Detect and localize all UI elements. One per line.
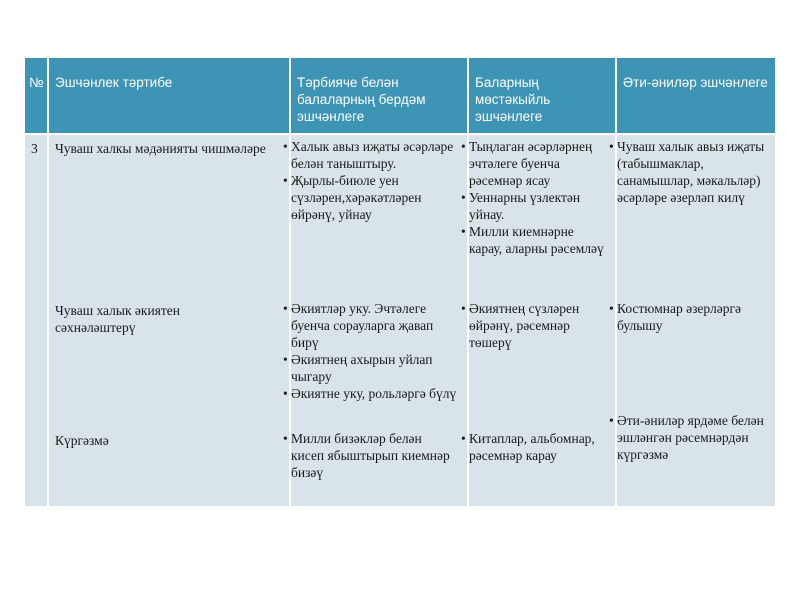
teacher-list [283,138,458,223]
header-divider [25,133,775,135]
list-item: • Җырлы-биюле уен сүзләрен,хәрәкәтләрен өйрәнү, уйнау [283,172,458,223]
children-list [461,430,609,464]
column-divider [47,58,49,506]
teacher-list [283,430,458,481]
list-item: • Тыңлаган әсәрләрнең эчтәлеге буенча рәсемнәр ясау [461,138,609,189]
activity-item: Чуваш халкы мәдәнияты чишмәләре [55,141,266,156]
list-item: • Милли бизәкләр белән кисеп ябыштырып киемнәр бизәү [283,430,458,481]
list-item: • Милли киемнәрне карау, аларны рәсемләү [461,223,609,257]
list-item: • Уеннарны үзлектән уйнау. [461,189,609,223]
list-item: • Костюмнар әзерләргә булышу [609,300,769,334]
activity-table [25,58,775,506]
parents-list [609,300,769,334]
activity-item: Күргәзмә [55,433,109,448]
list-item: • Әкиятне уку, рольләргә бүлү [283,385,458,402]
list-item: • Әкиятнең ахырын уйлап чыгару [283,351,458,385]
list-item: • Чуваш халык авыз иҗаты (табышмаклар, санамышлар, мәкальләр) әсәрләре әзерләп килү [609,138,769,206]
list-item: • Әти-әниләр ярдәме белән эшләнгән рәсемнәрдән күргәзмә [609,412,769,463]
children-list [461,138,609,257]
row-number: 3 [31,141,38,156]
activity-item: Чуваш халык әкиятен сәхнәләштерү [55,303,181,335]
parents-list [609,412,769,463]
list-item: • Әкиятләр уку. Эчтәлеге буенча сорауларга җавап бирү [283,300,458,351]
header-number: № [29,75,44,90]
children-list [461,300,609,351]
header-activity-order: Эшчәнлек тәртибе [55,75,173,90]
parents-list [609,138,769,206]
list-item: • Китаплар, альбомнар, рәсемнәр карау [461,430,609,464]
teacher-list [283,300,458,402]
header-teacher-joint-activity: Тәрбияче белән балаларның бердәм эшчәнлеге [297,75,426,124]
list-item: • Әкиятнең сүзләрен өйрәнү, рәсемнәр төшерү [461,300,609,351]
header-parents-activity: Әти-әниләр эшчәнлеге [623,75,768,90]
list-item: • Халык авыз иҗаты әсәрләре белән таныштыру. [283,138,458,172]
header-children-independent-activity: Баларның мөстәкыйль эшчәнлеге [475,75,551,124]
